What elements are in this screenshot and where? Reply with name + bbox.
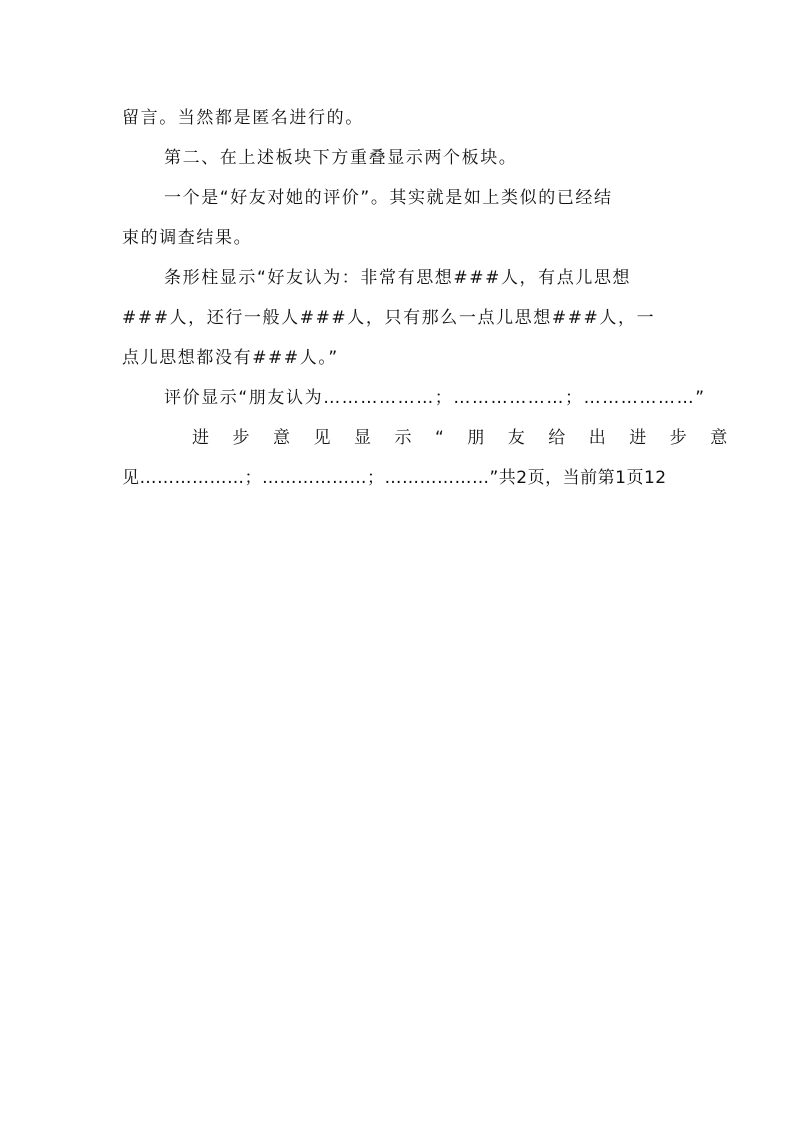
text-line: 束的调查结果。 xyxy=(122,228,253,248)
document-body xyxy=(122,98,751,498)
paragraph-evaluation-display xyxy=(122,378,706,418)
paragraph-overlay-blocks xyxy=(122,138,672,178)
paragraph-friend-evaluation xyxy=(122,178,672,258)
paragraph-improvement-opinions xyxy=(122,418,751,498)
text-line: ###人，还行一般人###人，只有那么一点儿思想###人，一 xyxy=(122,308,656,328)
paragraph-anonymous-note xyxy=(122,98,672,138)
text-line: 留言。当然都是匿名进行的。 xyxy=(122,108,364,128)
text-line: 点儿思想都没有###人。” xyxy=(122,348,339,368)
text-line-with-page-info: 见………………；………………；………………”共2页，当前第1页12 xyxy=(122,468,667,488)
text-line: 进步意见显示“朋友给出进步意 xyxy=(192,428,751,448)
text-line: 一个是“好友对她的评价”。其实就是如上类似的已经结 xyxy=(164,188,613,208)
text-line: 评价显示“朋友认为………………；………………；………………” xyxy=(164,388,706,408)
text-line: 第二、在上述板块下方重叠显示两个板块。 xyxy=(164,148,518,168)
text-line: 条形柱显示“好友认为：非常有思想###人，有点儿思想 xyxy=(164,268,632,288)
paragraph-bar-chart-description xyxy=(122,258,672,378)
